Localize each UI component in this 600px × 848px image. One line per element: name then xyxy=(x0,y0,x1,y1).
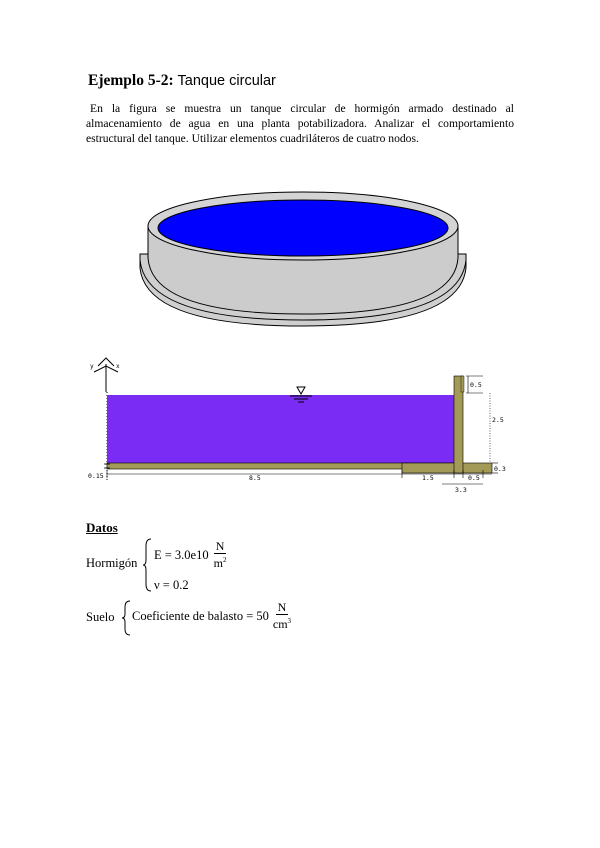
dim-label-0-3: 0.3 xyxy=(494,465,506,473)
elastic-modulus xyxy=(154,540,228,570)
dim-label-8-5: 8.5 xyxy=(249,474,261,482)
svg-text:x: x xyxy=(116,363,120,370)
elastic-modulus-value: E = 3.0e10 xyxy=(154,547,209,562)
suelo-label: Suelo xyxy=(86,610,115,624)
soil-coefficient xyxy=(132,601,293,631)
example-number: Ejemplo 5-2: xyxy=(88,72,174,89)
example-name: Tanque circular xyxy=(177,73,276,89)
hormigon-brace-icon xyxy=(143,538,153,592)
section-heading-datos: Datos xyxy=(86,520,118,535)
suelo-brace-icon xyxy=(122,600,132,636)
dim-label-0-5-top: 0.5 xyxy=(470,381,482,389)
tank-3d-illustration xyxy=(138,188,468,330)
example-title xyxy=(88,72,276,90)
footing xyxy=(402,463,492,473)
tank-cross-section xyxy=(84,352,524,498)
dim-label-0-5-bottom: 0.5 xyxy=(468,474,480,482)
problem-statement: En la figura se muestra un tanque circular de hormigón armado destinado al almacenamiento de agua en una planta potabilizadora. Analizar el comportamiento estructural del tanque. Utilizar elementos cuadriláteros de cuatro nodos. xyxy=(86,102,514,145)
dim-label-0-15: 0.15 xyxy=(88,472,104,480)
hormigon-label: Hormigón xyxy=(86,556,138,570)
poisson-ratio: ν = 0.2 xyxy=(154,578,189,592)
dim-label-1-5: 1.5 xyxy=(422,474,434,482)
soil-coefficient-unit: $\frac{N}{cm^3}$ xyxy=(272,600,292,631)
elastic-modulus-unit: $\frac{N}{m^2}$ xyxy=(213,539,227,570)
dim-label-2-5: 2.5 xyxy=(492,416,504,424)
soil-coefficient-value: Coeficiente de balasto = 50 xyxy=(132,608,269,623)
water-section xyxy=(107,395,454,463)
svg-text:y: y xyxy=(90,363,94,370)
dim-label-3-3: 3.3 xyxy=(455,486,467,494)
symmetry-axis-icon xyxy=(90,358,120,392)
water-surface xyxy=(158,200,448,256)
